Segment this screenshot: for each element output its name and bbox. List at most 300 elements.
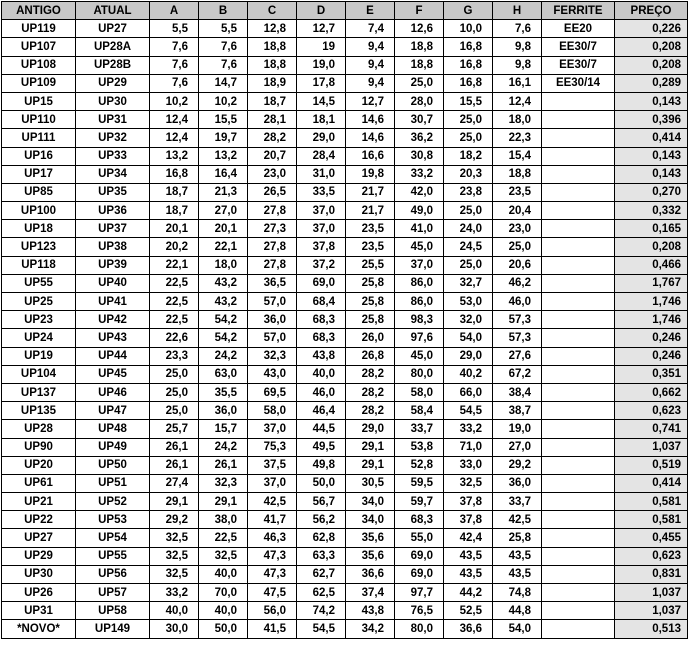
col-e-cell: 37,4 xyxy=(346,584,395,602)
col-e-cell: 35,6 xyxy=(346,547,395,565)
col-f-cell: 28,0 xyxy=(395,92,444,110)
col-b-cell: 7,6 xyxy=(199,38,248,56)
col-atual-cell: UP49 xyxy=(76,438,150,456)
col-d-cell: 40,0 xyxy=(297,365,346,383)
col-a-cell: 22,1 xyxy=(150,256,199,274)
col-f-cell: 49,0 xyxy=(395,202,444,220)
col-d-header: D xyxy=(297,2,346,20)
col-preco-cell: 1,746 xyxy=(615,293,688,311)
col-a-cell: 7,6 xyxy=(150,56,199,74)
col-preco-cell: 0,246 xyxy=(615,347,688,365)
col-g-cell: 32,7 xyxy=(444,274,493,292)
col-a-cell: 22,5 xyxy=(150,293,199,311)
col-ferrite-cell xyxy=(542,584,615,602)
col-a-cell: 25,7 xyxy=(150,420,199,438)
col-c-cell: 18,8 xyxy=(248,38,297,56)
col-g-cell: 25,0 xyxy=(444,202,493,220)
col-e-cell: 28,2 xyxy=(346,402,395,420)
table-row xyxy=(2,183,688,201)
col-preco-cell: 0,414 xyxy=(615,474,688,492)
col-c-cell: 36,0 xyxy=(248,311,297,329)
col-g-cell: 10,0 xyxy=(444,20,493,38)
col-b-cell: 13,2 xyxy=(199,147,248,165)
col-atual-cell: UP50 xyxy=(76,456,150,474)
col-d-cell: 68,4 xyxy=(297,293,346,311)
col-f-cell: 37,0 xyxy=(395,256,444,274)
col-f-cell: 86,0 xyxy=(395,293,444,311)
col-c-cell: 28,1 xyxy=(248,111,297,129)
table-row xyxy=(2,202,688,220)
col-f-cell: 58,0 xyxy=(395,383,444,401)
col-preco-cell: 0,581 xyxy=(615,511,688,529)
col-antigo-cell: UP25 xyxy=(2,293,76,311)
col-ferrite-cell xyxy=(542,256,615,274)
col-preco-cell: 1,037 xyxy=(615,438,688,456)
col-e-cell: 25,8 xyxy=(346,274,395,292)
col-g-cell: 40,2 xyxy=(444,365,493,383)
col-g-cell: 16,8 xyxy=(444,38,493,56)
col-antigo-cell: UP118 xyxy=(2,256,76,274)
col-a-cell: 23,3 xyxy=(150,347,199,365)
col-e-cell: 28,2 xyxy=(346,383,395,401)
col-antigo-cell: UP23 xyxy=(2,311,76,329)
col-antigo-cell: UP28 xyxy=(2,420,76,438)
col-a-cell: 33,2 xyxy=(150,584,199,602)
col-a-cell: 20,2 xyxy=(150,238,199,256)
col-atual-header: ATUAL xyxy=(76,2,150,20)
col-f-cell: 18,8 xyxy=(395,38,444,56)
col-h-cell: 20,6 xyxy=(493,256,542,274)
col-c-cell: 28,2 xyxy=(248,129,297,147)
col-d-cell: 62,8 xyxy=(297,529,346,547)
col-b-cell: 63,0 xyxy=(199,365,248,383)
col-ferrite-cell xyxy=(542,529,615,547)
col-d-cell: 62,5 xyxy=(297,584,346,602)
col-d-cell: 46,0 xyxy=(297,383,346,401)
col-antigo-cell: *NOVO* xyxy=(2,620,76,638)
col-c-cell: 41,5 xyxy=(248,620,297,638)
col-c-cell: 26,5 xyxy=(248,183,297,201)
col-g-header: G xyxy=(444,2,493,20)
table-row xyxy=(2,529,688,547)
col-ferrite-cell xyxy=(542,311,615,329)
col-b-cell: 29,1 xyxy=(199,493,248,511)
col-preco-cell: 1,767 xyxy=(615,274,688,292)
col-preco-header: PREÇO xyxy=(615,2,688,20)
col-preco-cell: 1,037 xyxy=(615,602,688,620)
col-c-cell: 12,8 xyxy=(248,20,297,38)
col-e-cell: 9,4 xyxy=(346,56,395,74)
col-f-cell: 53,8 xyxy=(395,438,444,456)
col-atual-cell: UP47 xyxy=(76,402,150,420)
col-c-cell: 23,0 xyxy=(248,165,297,183)
col-a-cell: 26,1 xyxy=(150,456,199,474)
col-atual-cell: UP53 xyxy=(76,511,150,529)
col-atual-cell: UP41 xyxy=(76,293,150,311)
col-g-cell: 37,8 xyxy=(444,511,493,529)
col-c-cell: 32,3 xyxy=(248,347,297,365)
col-ferrite-cell xyxy=(542,602,615,620)
col-b-cell: 20,1 xyxy=(199,220,248,238)
col-f-cell: 76,5 xyxy=(395,602,444,620)
col-h-cell: 9,8 xyxy=(493,56,542,74)
col-e-cell: 7,4 xyxy=(346,20,395,38)
col-e-cell: 14,6 xyxy=(346,111,395,129)
col-antigo-cell: UP100 xyxy=(2,202,76,220)
col-a-cell: 25,0 xyxy=(150,402,199,420)
col-ferrite-header: FERRITE xyxy=(542,2,615,20)
col-ferrite-cell xyxy=(542,293,615,311)
col-antigo-cell: UP107 xyxy=(2,38,76,56)
col-d-cell: 62,7 xyxy=(297,565,346,583)
col-e-cell: 29,1 xyxy=(346,456,395,474)
col-b-cell: 22,5 xyxy=(199,529,248,547)
col-f-cell: 69,0 xyxy=(395,565,444,583)
col-g-cell: 53,0 xyxy=(444,293,493,311)
col-f-cell: 69,0 xyxy=(395,547,444,565)
col-f-cell: 33,7 xyxy=(395,420,444,438)
col-h-cell: 74,8 xyxy=(493,584,542,602)
table-row xyxy=(2,347,688,365)
col-ferrite-cell xyxy=(542,202,615,220)
col-e-cell: 34,2 xyxy=(346,620,395,638)
col-e-cell: 14,6 xyxy=(346,129,395,147)
col-atual-cell: UP42 xyxy=(76,311,150,329)
col-g-cell: 42,4 xyxy=(444,529,493,547)
col-atual-cell: UP43 xyxy=(76,329,150,347)
table-row xyxy=(2,365,688,383)
ferrite-parts-table xyxy=(1,1,688,639)
table-row xyxy=(2,111,688,129)
col-a-cell: 29,1 xyxy=(150,493,199,511)
col-c-cell: 27,8 xyxy=(248,256,297,274)
col-g-cell: 37,8 xyxy=(444,493,493,511)
col-e-cell: 28,2 xyxy=(346,365,395,383)
col-c-cell: 18,9 xyxy=(248,74,297,92)
col-ferrite-cell xyxy=(542,456,615,474)
col-g-cell: 52,5 xyxy=(444,602,493,620)
col-d-cell: 63,3 xyxy=(297,547,346,565)
col-antigo-cell: UP61 xyxy=(2,474,76,492)
col-g-cell: 23,8 xyxy=(444,183,493,201)
col-antigo-cell: UP30 xyxy=(2,565,76,583)
col-d-cell: 31,0 xyxy=(297,165,346,183)
col-h-cell: 22,3 xyxy=(493,129,542,147)
col-f-cell: 18,8 xyxy=(395,56,444,74)
col-f-cell: 36,2 xyxy=(395,129,444,147)
col-c-cell: 47,3 xyxy=(248,565,297,583)
table-row xyxy=(2,20,688,38)
col-f-cell: 33,2 xyxy=(395,165,444,183)
col-g-cell: 36,6 xyxy=(444,620,493,638)
col-a-cell: 32,5 xyxy=(150,547,199,565)
col-a-cell: 32,5 xyxy=(150,565,199,583)
col-e-cell: 19,8 xyxy=(346,165,395,183)
col-c-cell: 47,3 xyxy=(248,547,297,565)
col-c-cell: 47,5 xyxy=(248,584,297,602)
col-h-cell: 57,3 xyxy=(493,329,542,347)
col-atual-cell: UP39 xyxy=(76,256,150,274)
col-c-cell: 18,8 xyxy=(248,56,297,74)
col-b-cell: 36,0 xyxy=(199,402,248,420)
col-b-cell: 54,2 xyxy=(199,311,248,329)
col-preco-cell: 0,270 xyxy=(615,183,688,201)
col-g-cell: 33,2 xyxy=(444,420,493,438)
table-body xyxy=(2,20,688,638)
col-c-header: C xyxy=(248,2,297,20)
col-d-cell: 19 xyxy=(297,38,346,56)
col-preco-cell: 0,226 xyxy=(615,20,688,38)
col-a-cell: 22,6 xyxy=(150,329,199,347)
col-e-cell: 23,5 xyxy=(346,238,395,256)
col-c-cell: 75,3 xyxy=(248,438,297,456)
col-d-cell: 17,8 xyxy=(297,74,346,92)
col-b-cell: 54,2 xyxy=(199,329,248,347)
col-ferrite-cell xyxy=(542,438,615,456)
col-c-cell: 46,3 xyxy=(248,529,297,547)
col-h-cell: 7,6 xyxy=(493,20,542,38)
col-g-cell: 33,0 xyxy=(444,456,493,474)
col-atual-cell: UP31 xyxy=(76,111,150,129)
col-h-cell: 23,0 xyxy=(493,220,542,238)
col-atual-cell: UP48 xyxy=(76,420,150,438)
col-atual-cell: UP40 xyxy=(76,274,150,292)
col-c-cell: 27,8 xyxy=(248,238,297,256)
col-atual-cell: UP28B xyxy=(76,56,150,74)
col-c-cell: 42,5 xyxy=(248,493,297,511)
col-g-cell: 20,3 xyxy=(444,165,493,183)
col-b-cell: 14,7 xyxy=(199,74,248,92)
col-a-cell: 32,5 xyxy=(150,529,199,547)
col-ferrite-cell xyxy=(542,547,615,565)
col-preco-cell: 0,208 xyxy=(615,238,688,256)
table-row xyxy=(2,38,688,56)
col-ferrite-cell xyxy=(542,92,615,110)
col-h-cell: 38,7 xyxy=(493,402,542,420)
col-antigo-cell: UP31 xyxy=(2,602,76,620)
col-b-cell: 32,3 xyxy=(199,474,248,492)
col-antigo-cell: UP90 xyxy=(2,438,76,456)
col-d-cell: 37,2 xyxy=(297,256,346,274)
col-e-cell: 34,0 xyxy=(346,493,395,511)
col-ferrite-cell xyxy=(542,220,615,238)
col-b-cell: 21,3 xyxy=(199,183,248,201)
col-h-cell: 18,8 xyxy=(493,165,542,183)
col-ferrite-cell xyxy=(542,129,615,147)
col-h-cell: 43,5 xyxy=(493,565,542,583)
col-atual-cell: UP33 xyxy=(76,147,150,165)
col-g-cell: 16,8 xyxy=(444,74,493,92)
col-b-cell: 10,2 xyxy=(199,92,248,110)
col-b-cell: 26,1 xyxy=(199,456,248,474)
col-b-cell: 15,7 xyxy=(199,420,248,438)
table-row xyxy=(2,129,688,147)
col-preco-cell: 0,143 xyxy=(615,165,688,183)
col-ferrite-cell xyxy=(542,565,615,583)
col-f-cell: 42,0 xyxy=(395,183,444,201)
col-f-cell: 59,5 xyxy=(395,474,444,492)
col-antigo-cell: UP119 xyxy=(2,20,76,38)
col-f-cell: 45,0 xyxy=(395,347,444,365)
col-ferrite-cell xyxy=(542,183,615,201)
col-f-cell: 25,0 xyxy=(395,74,444,92)
col-d-cell: 74,2 xyxy=(297,602,346,620)
table-row xyxy=(2,402,688,420)
table-row xyxy=(2,420,688,438)
col-ferrite-cell xyxy=(542,111,615,129)
col-f-cell: 86,0 xyxy=(395,274,444,292)
col-h-cell: 12,4 xyxy=(493,92,542,110)
col-preco-cell: 0,208 xyxy=(615,56,688,74)
col-antigo-cell: UP110 xyxy=(2,111,76,129)
col-c-cell: 36,5 xyxy=(248,274,297,292)
col-f-cell: 55,0 xyxy=(395,529,444,547)
col-atual-cell: UP28A xyxy=(76,38,150,56)
table-row xyxy=(2,438,688,456)
col-d-cell: 68,3 xyxy=(297,329,346,347)
col-b-cell: 40,0 xyxy=(199,602,248,620)
col-a-cell: 29,2 xyxy=(150,511,199,529)
col-antigo-cell: UP111 xyxy=(2,129,76,147)
col-antigo-cell: UP22 xyxy=(2,511,76,529)
col-f-cell: 80,0 xyxy=(395,620,444,638)
col-h-cell: 46,2 xyxy=(493,274,542,292)
col-e-cell: 25,8 xyxy=(346,293,395,311)
col-antigo-cell: UP109 xyxy=(2,74,76,92)
table-row xyxy=(2,474,688,492)
col-f-cell: 68,3 xyxy=(395,511,444,529)
col-e-cell: 35,6 xyxy=(346,529,395,547)
col-h-cell: 33,7 xyxy=(493,493,542,511)
col-antigo-cell: UP135 xyxy=(2,402,76,420)
col-c-cell: 37,0 xyxy=(248,420,297,438)
col-g-cell: 43,5 xyxy=(444,565,493,583)
col-atual-cell: UP56 xyxy=(76,565,150,583)
col-preco-cell: 0,513 xyxy=(615,620,688,638)
table-row xyxy=(2,511,688,529)
col-antigo-cell: UP108 xyxy=(2,56,76,74)
col-e-cell: 23,5 xyxy=(346,220,395,238)
col-e-cell: 9,4 xyxy=(346,38,395,56)
col-a-cell: 7,6 xyxy=(150,38,199,56)
col-h-cell: 67,2 xyxy=(493,365,542,383)
table-row xyxy=(2,256,688,274)
col-e-header: E xyxy=(346,2,395,20)
col-h-cell: 38,4 xyxy=(493,383,542,401)
col-ferrite-cell: EE30/7 xyxy=(542,38,615,56)
col-b-cell: 70,0 xyxy=(199,584,248,602)
col-e-cell: 36,6 xyxy=(346,565,395,583)
col-d-cell: 56,7 xyxy=(297,493,346,511)
col-atual-cell: UP38 xyxy=(76,238,150,256)
col-b-cell: 16,4 xyxy=(199,165,248,183)
col-h-cell: 27,0 xyxy=(493,438,542,456)
col-a-cell: 12,4 xyxy=(150,129,199,147)
col-preco-cell: 0,289 xyxy=(615,74,688,92)
col-a-cell: 16,8 xyxy=(150,165,199,183)
col-d-cell: 14,5 xyxy=(297,92,346,110)
col-antigo-cell: UP27 xyxy=(2,529,76,547)
col-c-cell: 57,0 xyxy=(248,293,297,311)
col-preco-cell: 0,165 xyxy=(615,220,688,238)
col-h-cell: 36,0 xyxy=(493,474,542,492)
col-antigo-cell: UP123 xyxy=(2,238,76,256)
col-h-cell: 44,8 xyxy=(493,602,542,620)
col-a-cell: 18,7 xyxy=(150,202,199,220)
table-row xyxy=(2,274,688,292)
col-c-cell: 37,0 xyxy=(248,474,297,492)
table-row xyxy=(2,584,688,602)
col-h-cell: 20,4 xyxy=(493,202,542,220)
col-atual-cell: UP51 xyxy=(76,474,150,492)
col-b-cell: 35,5 xyxy=(199,383,248,401)
col-e-cell: 30,5 xyxy=(346,474,395,492)
col-c-cell: 41,7 xyxy=(248,511,297,529)
table-row xyxy=(2,493,688,511)
col-e-cell: 12,7 xyxy=(346,92,395,110)
col-b-cell: 18,0 xyxy=(199,256,248,274)
col-preco-cell: 0,143 xyxy=(615,147,688,165)
col-ferrite-cell xyxy=(542,165,615,183)
col-h-cell: 25,0 xyxy=(493,238,542,256)
col-antigo-cell: UP21 xyxy=(2,493,76,511)
col-b-cell: 19,7 xyxy=(199,129,248,147)
col-g-cell: 54,0 xyxy=(444,329,493,347)
col-preco-cell: 0,466 xyxy=(615,256,688,274)
col-g-cell: 32,5 xyxy=(444,474,493,492)
table-row xyxy=(2,383,688,401)
col-g-cell: 18,2 xyxy=(444,147,493,165)
col-antigo-cell: UP20 xyxy=(2,456,76,474)
col-atual-cell: UP35 xyxy=(76,183,150,201)
col-c-cell: 43,0 xyxy=(248,365,297,383)
col-b-cell: 43,2 xyxy=(199,293,248,311)
col-a-cell: 22,5 xyxy=(150,311,199,329)
col-preco-cell: 0,351 xyxy=(615,365,688,383)
col-d-cell: 29,0 xyxy=(297,129,346,147)
col-e-cell: 34,0 xyxy=(346,511,395,529)
col-ferrite-cell xyxy=(542,474,615,492)
col-ferrite-cell xyxy=(542,620,615,638)
col-atual-cell: UP36 xyxy=(76,202,150,220)
col-g-cell: 15,5 xyxy=(444,92,493,110)
col-e-cell: 9,4 xyxy=(346,74,395,92)
col-g-cell: 25,0 xyxy=(444,256,493,274)
col-d-cell: 56,2 xyxy=(297,511,346,529)
col-e-cell: 25,8 xyxy=(346,311,395,329)
col-b-cell: 50,0 xyxy=(199,620,248,638)
col-f-cell: 98,3 xyxy=(395,311,444,329)
table-row xyxy=(2,56,688,74)
col-f-cell: 52,8 xyxy=(395,456,444,474)
table-row xyxy=(2,220,688,238)
col-ferrite-cell xyxy=(542,147,615,165)
col-atual-cell: UP30 xyxy=(76,92,150,110)
col-c-cell: 37,5 xyxy=(248,456,297,474)
col-preco-cell: 0,662 xyxy=(615,383,688,401)
col-h-cell: 46,0 xyxy=(493,293,542,311)
table-row xyxy=(2,456,688,474)
col-g-cell: 32,0 xyxy=(444,311,493,329)
col-f-cell: 12,6 xyxy=(395,20,444,38)
col-g-cell: 24,0 xyxy=(444,220,493,238)
col-b-cell: 40,0 xyxy=(199,565,248,583)
table-row xyxy=(2,92,688,110)
col-antigo-cell: UP137 xyxy=(2,383,76,401)
col-h-cell: 18,0 xyxy=(493,111,542,129)
col-g-cell: 24,5 xyxy=(444,238,493,256)
col-antigo-cell: UP16 xyxy=(2,147,76,165)
